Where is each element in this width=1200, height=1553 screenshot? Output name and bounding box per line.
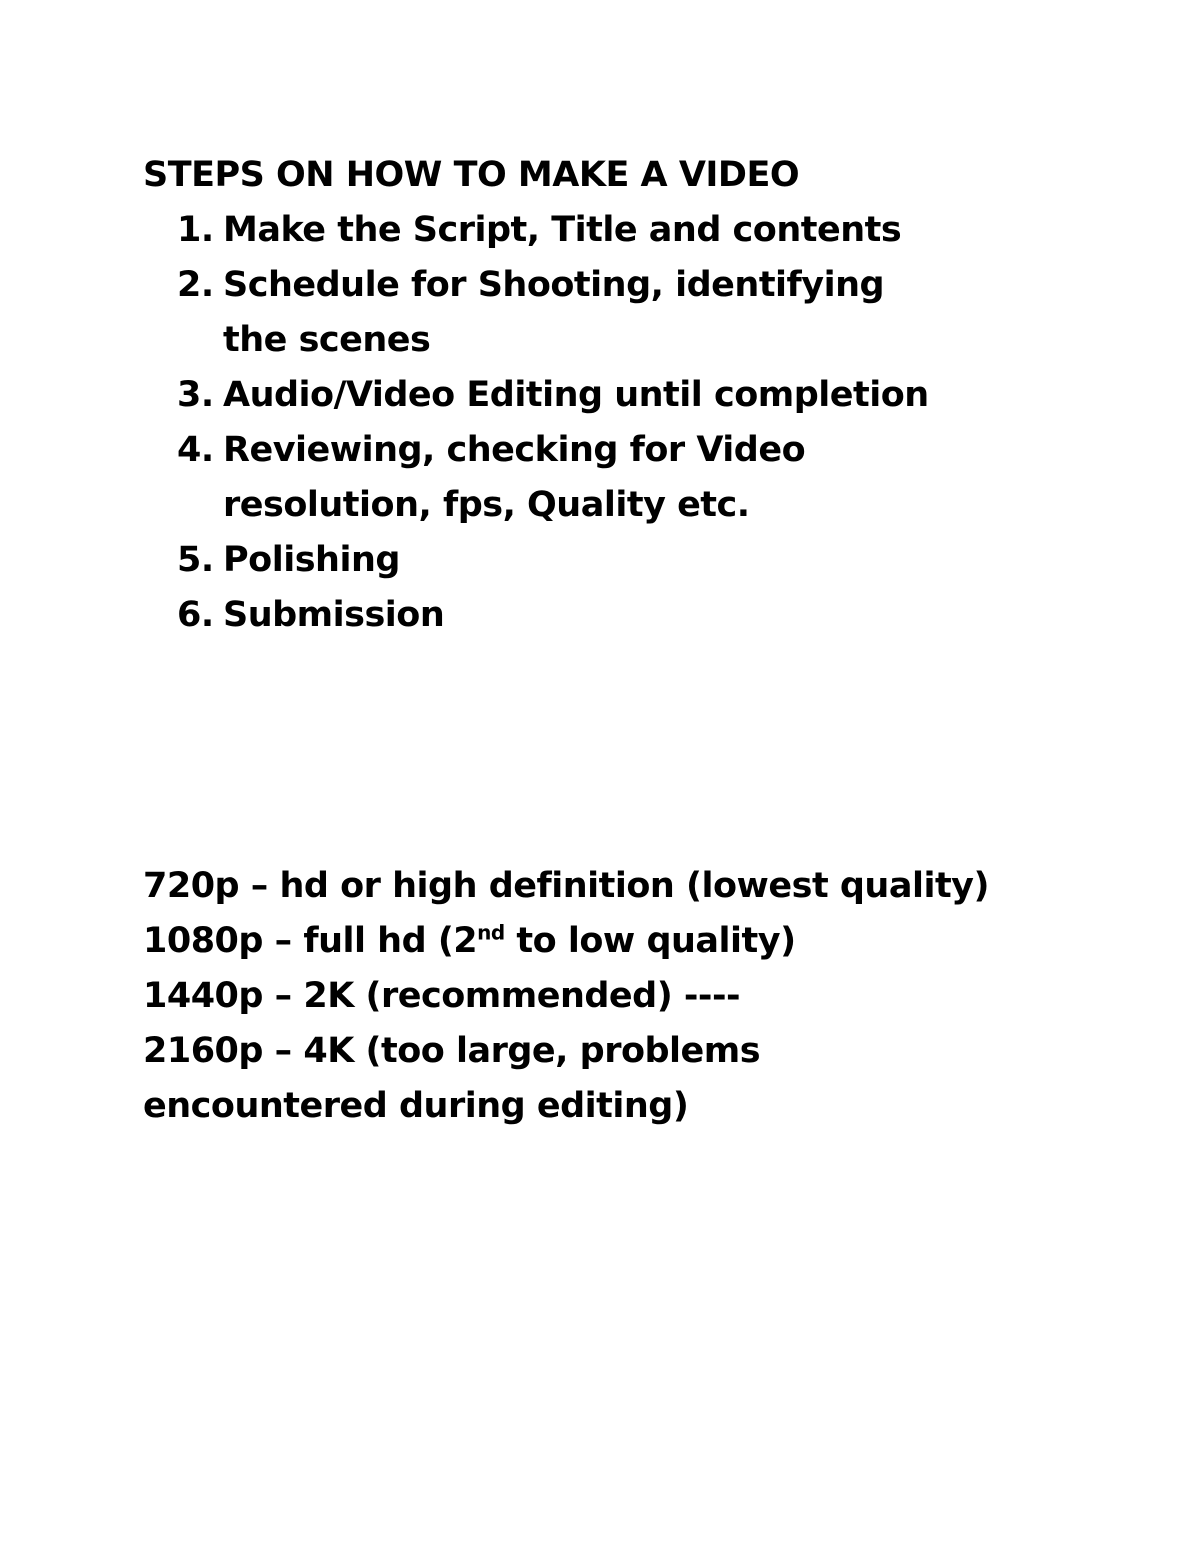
step-number: 1.	[177, 210, 214, 250]
step-text: Audio/Video Editing until completion	[223, 375, 929, 415]
list-item	[143, 588, 1023, 643]
list-item	[143, 423, 1023, 533]
resolution-720p: 720p – hd or high definition (lowest quality)	[143, 866, 989, 906]
list-item	[143, 368, 1023, 423]
resolution-1080p-rest: to low quality)	[504, 921, 796, 961]
step-number: 2.	[177, 265, 214, 305]
resolution-1080p-text: 1080p – full hd (2	[143, 921, 478, 961]
step-text: Reviewing, checking for Video resolution, fps, Quality etc.	[223, 430, 806, 525]
steps-list	[143, 203, 1023, 643]
resolution-notes	[143, 859, 1023, 1134]
document-heading: STEPS ON HOW TO MAKE A VIDEO	[143, 155, 800, 195]
step-text: Submission	[223, 595, 445, 635]
list-item	[143, 203, 1023, 258]
resolution-1080p	[143, 914, 1023, 969]
step-number: 3.	[177, 375, 214, 415]
list-item	[143, 533, 1023, 588]
step-text: Schedule for Shooting, identifying the scenes	[223, 265, 885, 360]
step-number: 4.	[177, 430, 214, 470]
resolution-1440p: 1440p – 2K (recommended) ----	[143, 976, 741, 1016]
step-number: 5.	[177, 540, 214, 580]
step-number: 6.	[177, 595, 214, 635]
list-item	[143, 258, 1023, 368]
step-text: Polishing	[223, 540, 400, 580]
step-text: Make the Script, Title and contents	[223, 210, 902, 250]
resolution-2160p: 2160p – 4K (too large, problems encountered during editing)	[143, 1031, 761, 1126]
ordinal-superscript: nd	[477, 920, 505, 945]
